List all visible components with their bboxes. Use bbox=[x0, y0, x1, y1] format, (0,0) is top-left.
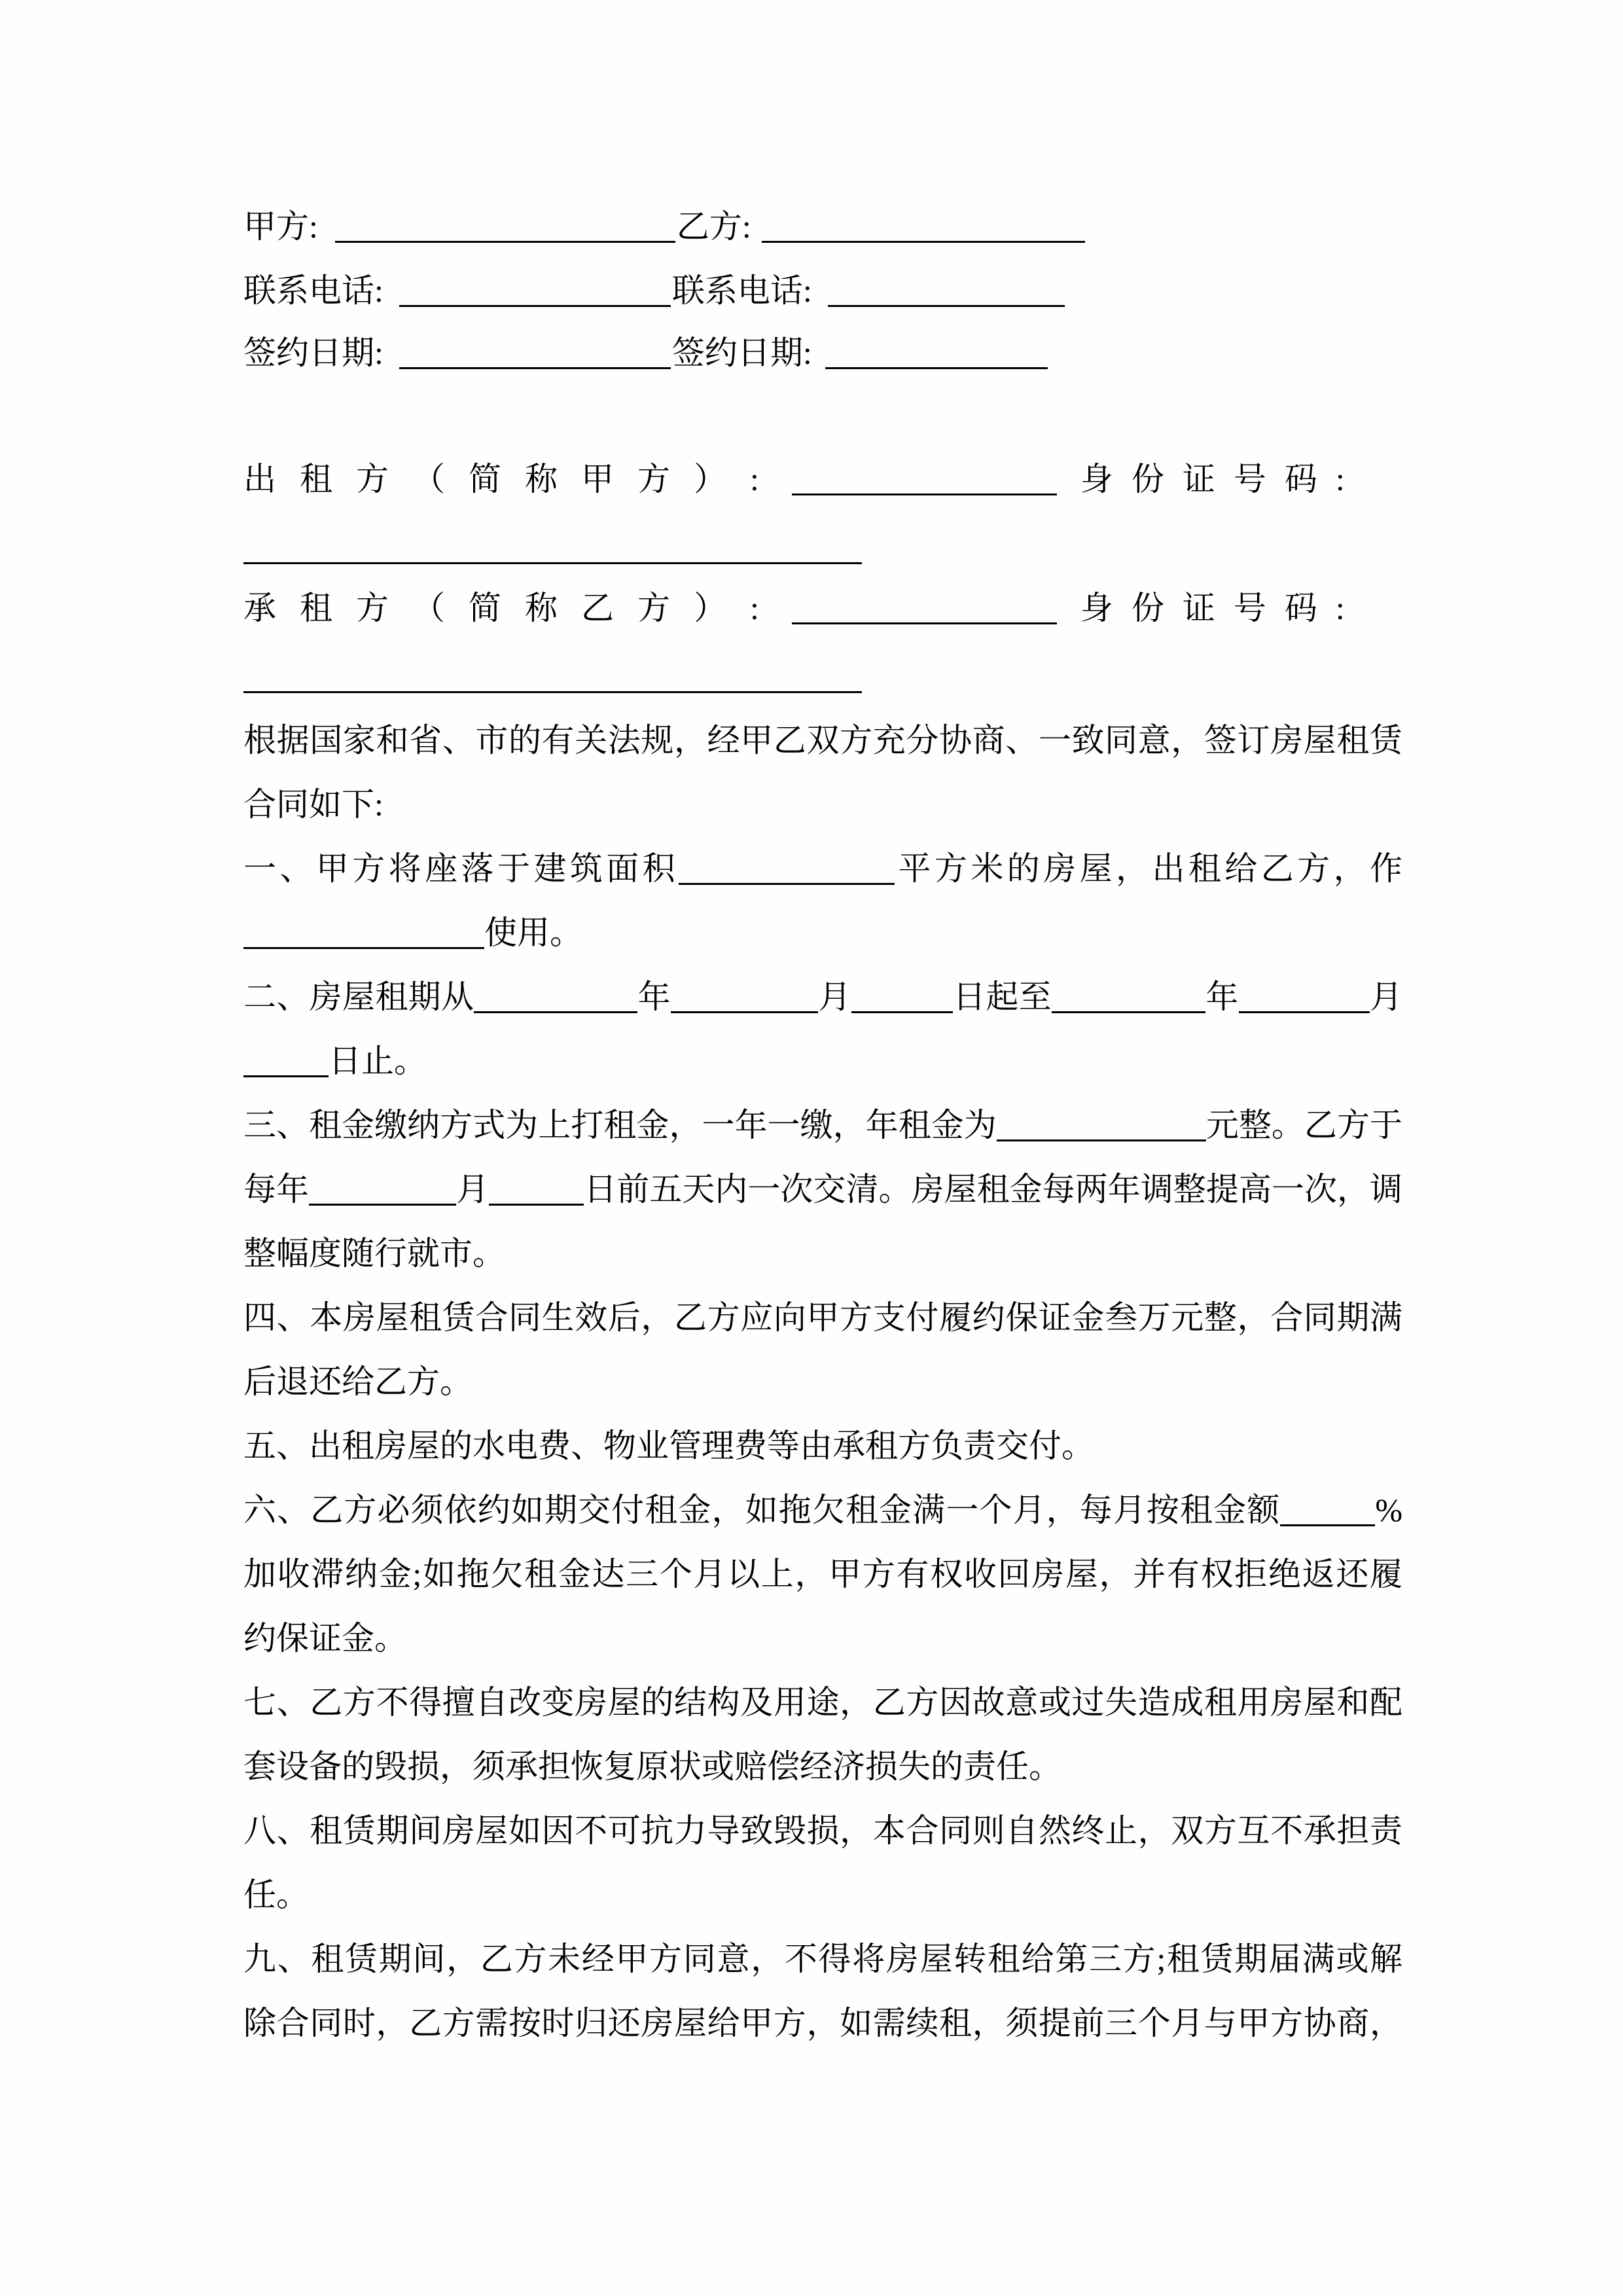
clause-3-line-3 bbox=[243, 1221, 1402, 1285]
clause-7-line-1 bbox=[243, 1670, 1402, 1734]
clause-9-line-2 bbox=[243, 1991, 1402, 2055]
text-run: 后退还给乙方。 bbox=[243, 1363, 473, 1400]
fill-in-blank-line[interactable] bbox=[243, 942, 484, 949]
fill-in-blank-line[interactable] bbox=[671, 1006, 818, 1013]
fill-in-blank-line[interactable] bbox=[762, 236, 1085, 243]
text-run: 年 bbox=[1205, 978, 1239, 1015]
text-run: 合同如下: bbox=[243, 786, 383, 823]
fill-in-blank-line[interactable] bbox=[489, 1198, 584, 1206]
text-run: 月 bbox=[1369, 978, 1403, 1015]
lessor-label: 出租方（简称甲方）: bbox=[243, 461, 783, 497]
text-run: 元整。乙方于 bbox=[1205, 1107, 1403, 1143]
clause-9-line-1 bbox=[243, 1927, 1402, 1991]
text-run: 三、租金缴纳方式为上打租金，一年一缴，年租金为 bbox=[243, 1107, 997, 1143]
preamble-line-2 bbox=[243, 772, 1402, 836]
lessee-id-blank-row bbox=[243, 645, 1402, 709]
text-run: 加收滞纳金;如拖欠租金达三个月以上，甲方有权收回房屋，并有权拒绝返还履 bbox=[243, 1556, 1402, 1592]
fill-in-blank-line[interactable] bbox=[1280, 1519, 1375, 1526]
sign-date-row bbox=[243, 321, 1402, 385]
clause-4-line-1 bbox=[243, 1285, 1402, 1350]
fill-in-blank-line[interactable] bbox=[399, 300, 671, 307]
party-b-phone-label: 联系电话: bbox=[671, 272, 812, 309]
text-run: % bbox=[1375, 1492, 1402, 1528]
phone-row bbox=[243, 259, 1402, 323]
lessee-label: 承租方（简称乙方）: bbox=[243, 590, 783, 626]
text-run: 年 bbox=[637, 978, 671, 1015]
fill-in-blank-line[interactable] bbox=[1052, 1006, 1205, 1013]
party-a-label: 甲方: bbox=[243, 208, 318, 245]
fill-in-blank-line[interactable] bbox=[828, 300, 1065, 307]
text-run: 套设备的毁损，须承担恢复原状或赔偿经济损失的责任。 bbox=[243, 1748, 1061, 1785]
party-a-b-row bbox=[243, 194, 1402, 259]
text-run: 八、租赁期间房屋如因不可抗力导致毁损，本合同则自然终止，双方互不承担责 bbox=[243, 1812, 1402, 1849]
lessor-id-row bbox=[243, 447, 1402, 511]
fill-in-blank-line[interactable] bbox=[997, 1134, 1206, 1141]
lessee-id-row bbox=[243, 576, 1402, 640]
clause-8-line-2 bbox=[243, 1863, 1402, 1927]
text-run: 任。 bbox=[243, 1876, 309, 1913]
text-run: 每年 bbox=[243, 1171, 310, 1208]
clause-2-line-1 bbox=[243, 965, 1402, 1029]
text-run: 九、租赁期间，乙方未经甲方同意，不得将房屋转租给第三方;租赁期届满或解 bbox=[243, 1941, 1402, 1977]
fill-in-blank-line[interactable] bbox=[679, 878, 895, 885]
clause-1-line-1 bbox=[243, 836, 1402, 901]
text-run: 平方米的房屋，出租给乙方，作 bbox=[895, 850, 1403, 887]
party-a-phone-label: 联系电话: bbox=[243, 272, 383, 309]
clause-8-line-1 bbox=[243, 1799, 1402, 1863]
text-run: 日止。 bbox=[329, 1043, 427, 1079]
fill-in-blank-line[interactable] bbox=[474, 1006, 637, 1013]
clause-5-line-1 bbox=[243, 1414, 1402, 1478]
text-run: 日起至 bbox=[952, 978, 1052, 1015]
fill-in-blank-line[interactable] bbox=[243, 686, 862, 693]
fill-in-blank-line[interactable] bbox=[851, 1006, 953, 1013]
text-run: 根据国家和省、市的有关法规，经甲乙双方充分协商、一致同意，签订房屋租赁 bbox=[243, 722, 1402, 759]
party-b-sign-date-label: 签约日期: bbox=[671, 334, 812, 371]
text-run: 日前五天内一次交清。房屋租金每两年调整提高一次，调 bbox=[584, 1171, 1403, 1208]
clause-1-line-2 bbox=[243, 901, 1402, 965]
text-run: 四、本房屋租赁合同生效后，乙方应向甲方支付履约保证金叁万元整，合同期满 bbox=[243, 1299, 1402, 1336]
fill-in-blank-line[interactable] bbox=[335, 236, 675, 243]
text-run: 月 bbox=[456, 1171, 490, 1208]
text-run: 除合同时，乙方需按时归还房屋给甲方，如需续租，须提前三个月与甲方协商， bbox=[243, 2005, 1402, 2041]
clause-6-line-2 bbox=[243, 1542, 1402, 1606]
lessee-id-label: 身份证号码: bbox=[1080, 590, 1363, 626]
text-run: 五、出租房屋的水电费、物业管理费等由承租方负责交付。 bbox=[243, 1427, 1094, 1464]
lessor-id-label: 身份证号码: bbox=[1080, 461, 1363, 497]
text-run: 一、甲方将座落于建筑面积 bbox=[243, 850, 679, 887]
clause-6-line-1 bbox=[243, 1478, 1402, 1542]
lessor-id-blank-row bbox=[243, 516, 1402, 580]
fill-in-blank-line[interactable] bbox=[243, 1070, 329, 1077]
party-a-sign-date-label: 签约日期: bbox=[243, 334, 383, 371]
clause-7-line-2 bbox=[243, 1734, 1402, 1799]
preamble-line-1 bbox=[243, 708, 1402, 772]
text-run: 七、乙方不得擅自改变房屋的结构及用途，乙方因故意或过失造成租用房屋和配 bbox=[243, 1684, 1402, 1721]
party-b-label: 乙方: bbox=[676, 208, 751, 245]
text-run: 约保证金。 bbox=[243, 1620, 407, 1657]
text-run: 二、房屋租期从 bbox=[243, 978, 474, 1015]
fill-in-blank-line[interactable] bbox=[1239, 1006, 1370, 1013]
clause-3-line-2 bbox=[243, 1157, 1402, 1221]
clause-6-line-3 bbox=[243, 1606, 1402, 1670]
fill-in-blank-line[interactable] bbox=[792, 617, 1057, 624]
fill-in-blank-line[interactable] bbox=[825, 362, 1048, 369]
text-run: 月 bbox=[818, 978, 851, 1015]
text-run: 整幅度随行就市。 bbox=[243, 1235, 505, 1272]
text-run: 使用。 bbox=[484, 914, 582, 951]
clause-4-line-2 bbox=[243, 1350, 1402, 1414]
fill-in-blank-line[interactable] bbox=[399, 362, 671, 369]
clause-2-line-2 bbox=[243, 1029, 1402, 1093]
fill-in-blank-line[interactable] bbox=[243, 557, 862, 564]
clause-3-line-1 bbox=[243, 1093, 1402, 1157]
text-run: 六、乙方必须依约如期交付租金，如拖欠租金满一个月，每月按租金额 bbox=[243, 1492, 1281, 1528]
fill-in-blank-line[interactable] bbox=[309, 1198, 456, 1206]
fill-in-blank-line[interactable] bbox=[792, 488, 1057, 495]
